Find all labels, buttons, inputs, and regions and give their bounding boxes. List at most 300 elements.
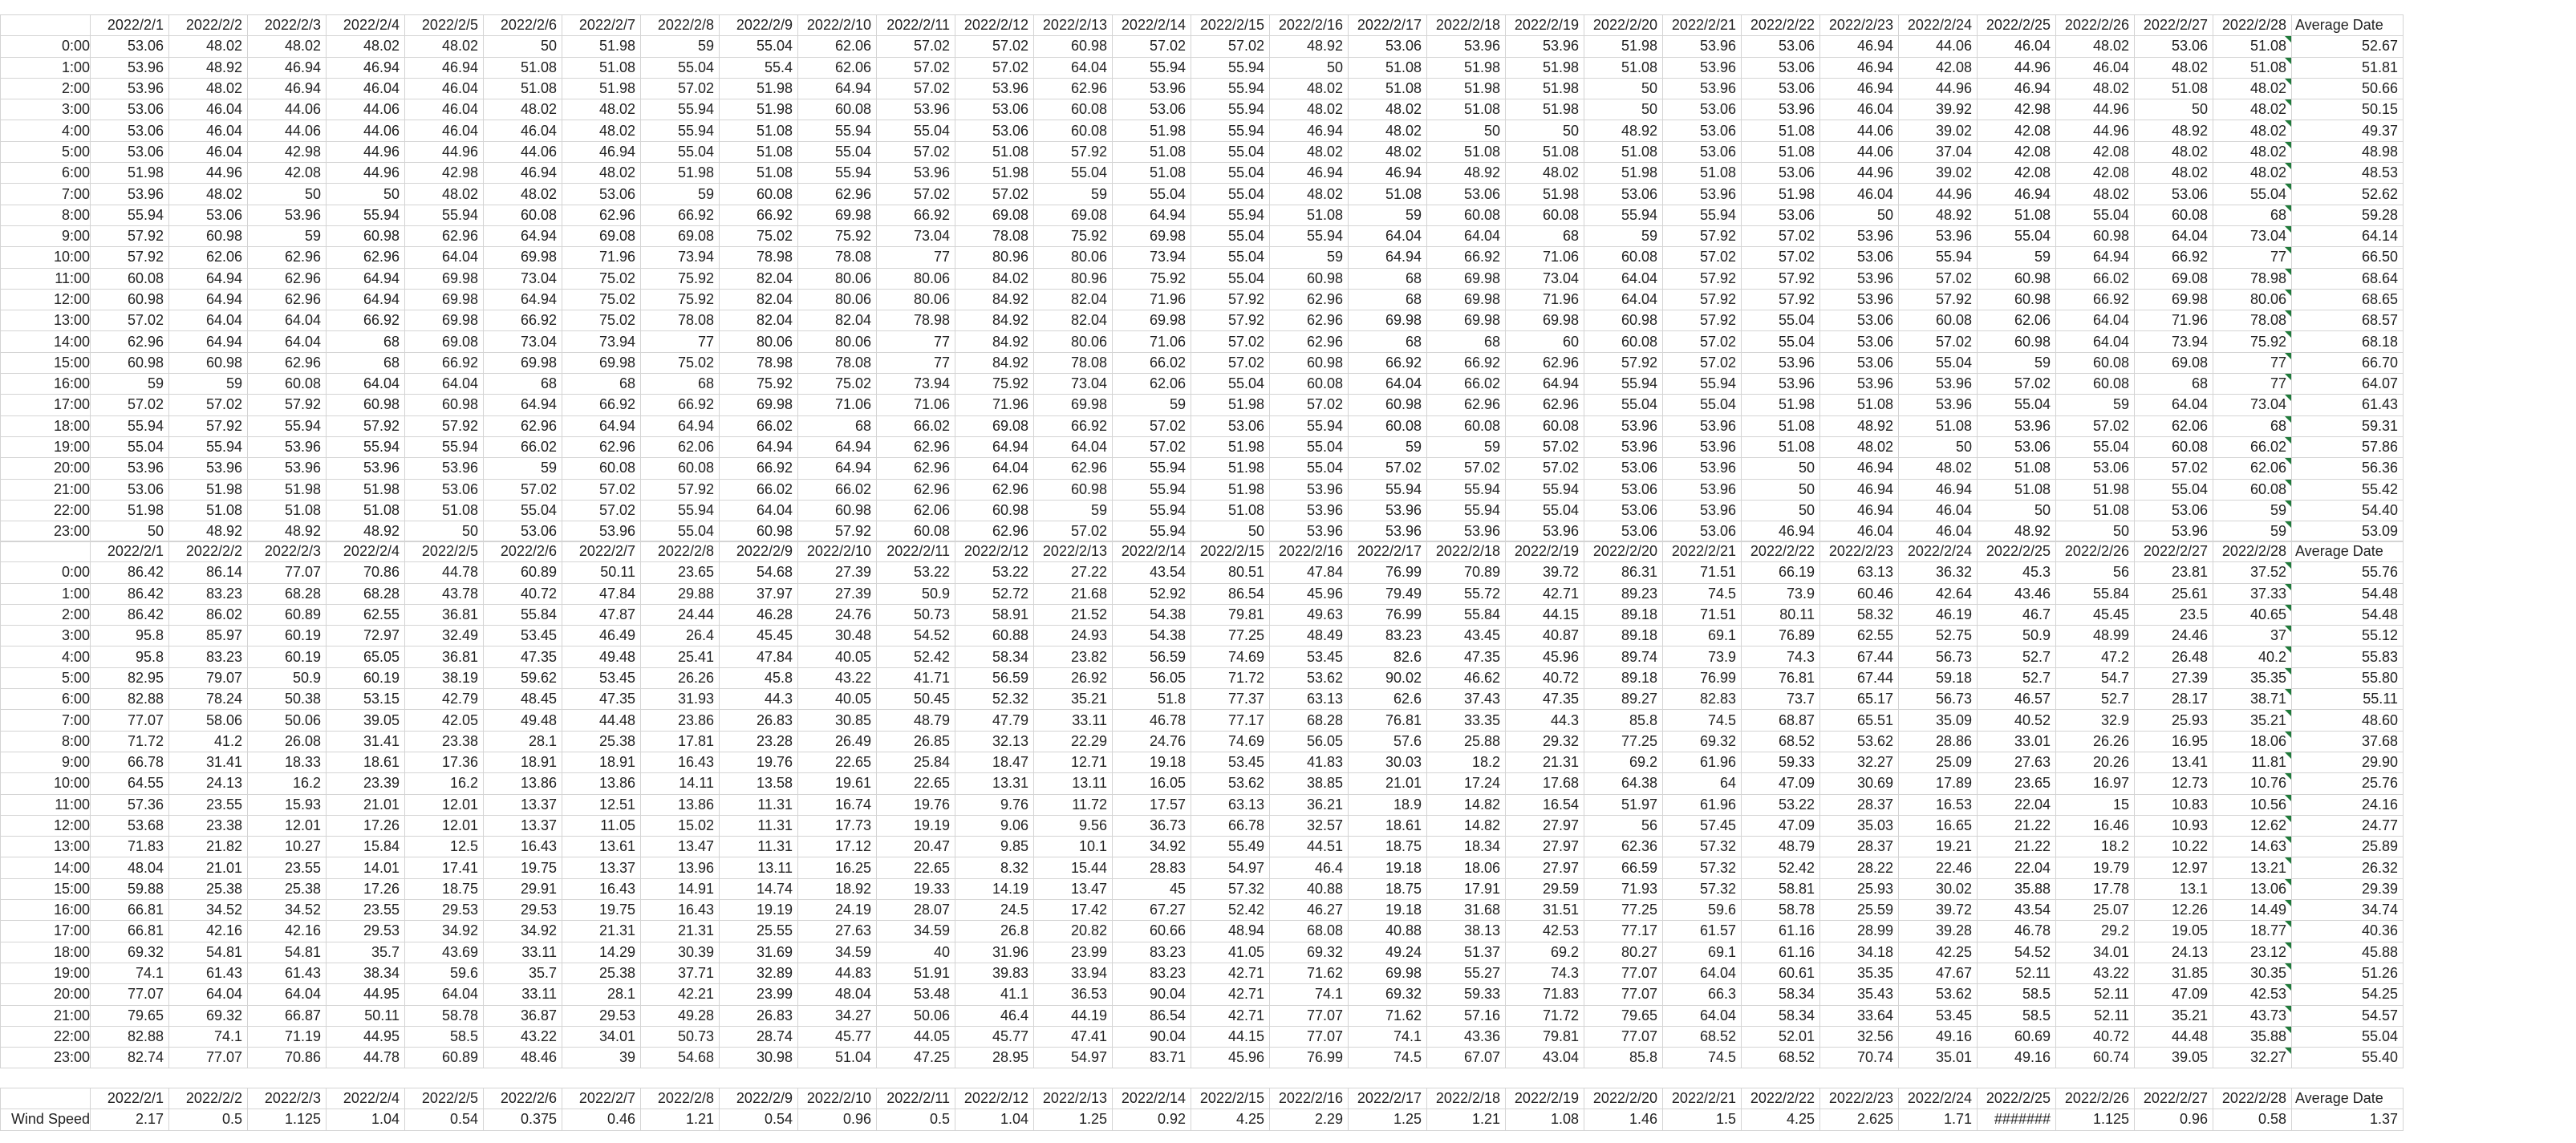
data-cell[interactable]: 21.68 bbox=[1034, 583, 1113, 604]
data-cell[interactable]: 60.19 bbox=[327, 667, 405, 688]
data-cell[interactable]: 82.6 bbox=[1349, 646, 1427, 667]
data-cell[interactable]: 55.94 bbox=[327, 436, 405, 457]
data-cell[interactable]: 57.02 bbox=[91, 395, 169, 415]
data-cell[interactable]: 53.96 bbox=[1506, 521, 1584, 542]
data-cell[interactable]: 48.02 bbox=[1349, 141, 1427, 162]
data-cell[interactable]: 84.92 bbox=[955, 289, 1034, 310]
data-cell[interactable]: 64.94 bbox=[484, 395, 562, 415]
data-cell[interactable]: 61.57 bbox=[1663, 921, 1742, 942]
data-cell[interactable]: 55.94 bbox=[1584, 205, 1663, 225]
data-cell[interactable]: 45.96 bbox=[1191, 1048, 1270, 1068]
data-cell[interactable]: 33.94 bbox=[1034, 963, 1113, 983]
row-label-cell[interactable]: 11:00 bbox=[1, 794, 91, 815]
data-cell[interactable]: 53.96 bbox=[1663, 479, 1742, 500]
data-cell[interactable]: 47.09 bbox=[2135, 984, 2213, 1005]
data-cell[interactable]: 73.94 bbox=[562, 331, 641, 352]
data-cell[interactable]: 51.04 bbox=[798, 1048, 877, 1068]
data-cell[interactable]: 32.89 bbox=[720, 963, 798, 983]
data-cell[interactable]: 49.28 bbox=[641, 1005, 720, 1026]
data-cell[interactable]: 18.75 bbox=[1349, 837, 1427, 857]
data-cell[interactable]: 61.16 bbox=[1742, 921, 1820, 942]
data-cell[interactable]: 35.01 bbox=[1899, 1048, 1978, 1068]
data-cell[interactable]: 44.96 bbox=[405, 141, 484, 162]
data-cell[interactable]: 48.99 bbox=[2056, 626, 2135, 646]
data-cell[interactable]: 46.04 bbox=[484, 120, 562, 141]
data-cell[interactable]: 51.08 bbox=[484, 57, 562, 78]
data-cell[interactable]: 49.63 bbox=[1270, 604, 1349, 625]
data-cell[interactable]: 9.76 bbox=[955, 794, 1034, 815]
data-cell[interactable]: 51.98 bbox=[91, 500, 169, 521]
data-cell[interactable]: 48.92 bbox=[169, 521, 248, 542]
data-cell[interactable]: 51.8 bbox=[1113, 689, 1191, 710]
average-cell[interactable]: 34.74 bbox=[2292, 900, 2404, 921]
data-cell[interactable]: 45.45 bbox=[2056, 604, 2135, 625]
data-cell[interactable]: 82.04 bbox=[1034, 310, 1113, 331]
data-cell[interactable]: 64.04 bbox=[248, 984, 327, 1005]
data-cell[interactable]: 82.04 bbox=[720, 289, 798, 310]
data-cell[interactable]: 64.38 bbox=[1584, 773, 1663, 794]
data-cell[interactable]: 25.38 bbox=[248, 878, 327, 899]
data-cell[interactable]: 28.37 bbox=[1820, 837, 1899, 857]
data-cell[interactable]: 86.42 bbox=[91, 562, 169, 583]
data-cell[interactable]: 55.94 bbox=[1113, 458, 1191, 479]
data-cell[interactable]: 44.06 bbox=[484, 141, 562, 162]
data-cell[interactable]: 59.62 bbox=[484, 667, 562, 688]
row-label-cell[interactable]: 14:00 bbox=[1, 857, 91, 878]
data-cell[interactable]: 29.53 bbox=[562, 1005, 641, 1026]
date-header-cell[interactable]: 2022/2/9 bbox=[720, 541, 798, 562]
data-cell[interactable]: 63.13 bbox=[1820, 562, 1899, 583]
date-header-cell[interactable]: 2022/2/1 bbox=[91, 541, 169, 562]
data-cell[interactable]: 60.98 bbox=[955, 500, 1034, 521]
data-cell[interactable]: 95.8 bbox=[91, 646, 169, 667]
data-cell[interactable]: 62.96 bbox=[877, 436, 955, 457]
data-cell[interactable]: 33.01 bbox=[1978, 731, 2056, 752]
data-cell[interactable]: 56.59 bbox=[1113, 646, 1191, 667]
data-cell[interactable]: 73.04 bbox=[2213, 225, 2292, 246]
data-cell[interactable]: 47.35 bbox=[1506, 689, 1584, 710]
data-cell[interactable]: 47.2 bbox=[2056, 646, 2135, 667]
data-cell[interactable]: 53.68 bbox=[91, 815, 169, 836]
data-cell[interactable]: 16.2 bbox=[405, 773, 484, 794]
data-cell[interactable]: 77.07 bbox=[1584, 963, 1663, 983]
row-label-cell[interactable]: 22:00 bbox=[1, 500, 91, 521]
data-cell[interactable]: 14.74 bbox=[720, 878, 798, 899]
data-cell[interactable]: 66.92 bbox=[720, 458, 798, 479]
data-cell[interactable]: 53.96 bbox=[1663, 415, 1742, 436]
data-cell[interactable]: 68.52 bbox=[1742, 731, 1820, 752]
data-cell[interactable]: 39.05 bbox=[327, 710, 405, 731]
date-header-cell[interactable]: 2022/2/22 bbox=[1742, 1088, 1820, 1109]
data-cell[interactable]: 10.76 bbox=[2213, 773, 2292, 794]
data-cell[interactable]: 64.94 bbox=[169, 268, 248, 289]
data-cell[interactable]: 64.04 bbox=[1349, 225, 1427, 246]
data-cell[interactable]: 86.02 bbox=[169, 604, 248, 625]
data-cell[interactable]: 17.26 bbox=[327, 815, 405, 836]
data-cell[interactable]: 54.68 bbox=[641, 1048, 720, 1068]
data-cell[interactable]: 80.96 bbox=[1034, 268, 1113, 289]
data-cell[interactable]: 45.45 bbox=[720, 626, 798, 646]
data-cell[interactable]: 73.04 bbox=[1034, 374, 1113, 395]
data-cell[interactable]: 62.96 bbox=[1034, 458, 1113, 479]
data-cell[interactable]: 57.02 bbox=[562, 500, 641, 521]
data-cell[interactable]: 57.02 bbox=[955, 184, 1034, 205]
data-cell[interactable]: 79.65 bbox=[1584, 1005, 1663, 1026]
data-cell[interactable]: 55.94 bbox=[1191, 205, 1270, 225]
date-header-cell[interactable]: 2022/2/4 bbox=[327, 541, 405, 562]
data-cell[interactable]: 55.04 bbox=[1978, 225, 2056, 246]
data-cell[interactable]: 77.07 bbox=[91, 710, 169, 731]
corner-cell[interactable] bbox=[1, 15, 91, 36]
average-cell[interactable]: 57.86 bbox=[2292, 436, 2404, 457]
data-cell[interactable]: 19.61 bbox=[798, 773, 877, 794]
data-cell[interactable]: 28.83 bbox=[1113, 857, 1191, 878]
data-cell[interactable]: 57.92 bbox=[1191, 289, 1270, 310]
data-cell[interactable]: 51.08 bbox=[248, 500, 327, 521]
data-cell[interactable]: 57.02 bbox=[1349, 458, 1427, 479]
data-cell[interactable]: 26.83 bbox=[720, 710, 798, 731]
data-cell[interactable]: 89.18 bbox=[1584, 667, 1663, 688]
data-cell[interactable]: 62.06 bbox=[877, 500, 955, 521]
data-cell[interactable]: 58.34 bbox=[1742, 984, 1820, 1005]
date-header-cell[interactable]: 2022/2/20 bbox=[1584, 541, 1663, 562]
data-cell[interactable]: 13.86 bbox=[562, 773, 641, 794]
data-cell[interactable]: 51.98 bbox=[1742, 184, 1820, 205]
data-cell[interactable]: 59 bbox=[1349, 436, 1427, 457]
average-cell[interactable]: 55.12 bbox=[2292, 626, 2404, 646]
data-cell[interactable]: 56.73 bbox=[1899, 689, 1978, 710]
data-cell[interactable]: 51.08 bbox=[1113, 163, 1191, 184]
data-cell[interactable]: 24.76 bbox=[798, 604, 877, 625]
data-cell[interactable]: 23.39 bbox=[327, 773, 405, 794]
data-cell[interactable]: 9.06 bbox=[955, 815, 1034, 836]
average-cell[interactable]: 54.40 bbox=[2292, 500, 2404, 521]
average-cell[interactable]: 66.50 bbox=[2292, 247, 2404, 268]
data-cell[interactable]: 53.06 bbox=[1663, 99, 1742, 120]
data-cell[interactable]: 48.45 bbox=[484, 689, 562, 710]
data-cell[interactable]: 13.1 bbox=[2135, 878, 2213, 899]
data-cell[interactable]: 62.96 bbox=[562, 205, 641, 225]
data-cell[interactable]: 59 bbox=[1978, 352, 2056, 373]
data-cell[interactable]: 47.09 bbox=[1742, 773, 1820, 794]
data-cell[interactable]: 71.06 bbox=[1506, 247, 1584, 268]
average-cell[interactable]: 55.76 bbox=[2292, 562, 2404, 583]
data-cell[interactable]: 51.37 bbox=[1427, 942, 1506, 963]
data-cell[interactable]: 43.69 bbox=[405, 942, 484, 963]
data-cell[interactable]: 25.84 bbox=[877, 752, 955, 772]
data-cell[interactable]: 24.44 bbox=[641, 604, 720, 625]
data-cell[interactable]: 11.31 bbox=[720, 794, 798, 815]
data-cell[interactable]: 57.92 bbox=[1899, 289, 1978, 310]
data-cell[interactable]: 26.48 bbox=[2135, 646, 2213, 667]
data-cell[interactable]: 49.48 bbox=[484, 710, 562, 731]
data-cell[interactable]: 21.31 bbox=[641, 921, 720, 942]
data-cell[interactable]: 44.19 bbox=[1034, 1005, 1113, 1026]
data-cell[interactable]: 57.02 bbox=[484, 479, 562, 500]
data-cell[interactable]: 46.04 bbox=[1978, 36, 2056, 57]
row-label-cell[interactable]: 15:00 bbox=[1, 878, 91, 899]
data-cell[interactable]: 55.04 bbox=[877, 120, 955, 141]
data-cell[interactable]: 51.08 bbox=[720, 163, 798, 184]
data-cell[interactable]: 82.88 bbox=[91, 689, 169, 710]
data-cell[interactable]: 43.54 bbox=[1978, 900, 2056, 921]
data-cell[interactable]: 30.02 bbox=[1899, 878, 1978, 899]
data-cell[interactable]: 77 bbox=[641, 331, 720, 352]
data-cell[interactable]: 59.88 bbox=[91, 878, 169, 899]
data-cell[interactable]: 0.58 bbox=[2213, 1109, 2292, 1130]
data-cell[interactable]: 55.04 bbox=[1191, 374, 1270, 395]
data-cell[interactable]: 77.37 bbox=[1191, 689, 1270, 710]
data-cell[interactable]: 51.08 bbox=[1742, 120, 1820, 141]
data-cell[interactable]: 62.96 bbox=[1427, 395, 1506, 415]
average-cell[interactable]: 50.66 bbox=[2292, 78, 2404, 99]
data-cell[interactable]: 53.96 bbox=[877, 163, 955, 184]
data-cell[interactable]: 55.04 bbox=[2056, 436, 2135, 457]
data-cell[interactable]: 57.02 bbox=[877, 36, 955, 57]
data-cell[interactable]: 20.47 bbox=[877, 837, 955, 857]
row-label-cell[interactable]: 19:00 bbox=[1, 436, 91, 457]
date-header-cell[interactable]: 2022/2/11 bbox=[877, 15, 955, 36]
row-label-cell[interactable]: 5:00 bbox=[1, 667, 91, 688]
date-header-cell[interactable]: 2022/2/7 bbox=[562, 15, 641, 36]
data-cell[interactable]: 66.87 bbox=[248, 1005, 327, 1026]
data-cell[interactable]: 55.94 bbox=[1584, 374, 1663, 395]
data-cell[interactable]: 64.94 bbox=[484, 289, 562, 310]
data-cell[interactable]: 77.25 bbox=[1584, 900, 1663, 921]
average-cell[interactable]: 48.60 bbox=[2292, 710, 2404, 731]
data-cell[interactable]: 39.92 bbox=[1899, 99, 1978, 120]
data-cell[interactable]: 34.52 bbox=[169, 900, 248, 921]
data-cell[interactable]: 13.41 bbox=[2135, 752, 2213, 772]
data-cell[interactable]: 44.96 bbox=[2056, 99, 2135, 120]
data-cell[interactable]: 70.86 bbox=[248, 1048, 327, 1068]
data-cell[interactable]: 36.32 bbox=[1899, 562, 1978, 583]
row-label-cell[interactable]: 9:00 bbox=[1, 225, 91, 246]
date-header-cell[interactable]: 2022/2/3 bbox=[248, 541, 327, 562]
data-cell[interactable]: 60.98 bbox=[2056, 225, 2135, 246]
data-cell[interactable]: 68 bbox=[798, 415, 877, 436]
data-cell[interactable]: 53.96 bbox=[1663, 500, 1742, 521]
data-cell[interactable]: 55.04 bbox=[1113, 184, 1191, 205]
data-cell[interactable]: 53.96 bbox=[1506, 36, 1584, 57]
row-label-cell[interactable]: 0:00 bbox=[1, 36, 91, 57]
data-cell[interactable]: 53.45 bbox=[1191, 752, 1270, 772]
data-cell[interactable]: 50.73 bbox=[877, 604, 955, 625]
data-cell[interactable]: 57.92 bbox=[798, 521, 877, 542]
data-cell[interactable]: 46.04 bbox=[1820, 99, 1899, 120]
data-cell[interactable]: 13.86 bbox=[641, 794, 720, 815]
data-cell[interactable]: 14.82 bbox=[1427, 815, 1506, 836]
row-label-cell[interactable]: 10:00 bbox=[1, 773, 91, 794]
row-label-cell[interactable]: 23:00 bbox=[1, 521, 91, 542]
average-cell[interactable]: 55.11 bbox=[2292, 689, 2404, 710]
data-cell[interactable]: 50 bbox=[1820, 205, 1899, 225]
row-label-cell[interactable]: 2:00 bbox=[1, 78, 91, 99]
data-cell[interactable]: 44.96 bbox=[327, 141, 405, 162]
data-cell[interactable]: 42.08 bbox=[2056, 163, 2135, 184]
date-header-cell[interactable]: 2022/2/12 bbox=[955, 1088, 1034, 1109]
data-cell[interactable]: 66.92 bbox=[484, 310, 562, 331]
data-cell[interactable]: 62.96 bbox=[1034, 78, 1113, 99]
data-cell[interactable]: 51.08 bbox=[1270, 205, 1349, 225]
data-cell[interactable]: 60.98 bbox=[327, 395, 405, 415]
data-cell[interactable]: 42.79 bbox=[405, 689, 484, 710]
data-cell[interactable]: 89.27 bbox=[1584, 689, 1663, 710]
data-cell[interactable]: 17.89 bbox=[1899, 773, 1978, 794]
data-cell[interactable]: 32.57 bbox=[1270, 815, 1349, 836]
row-label-cell[interactable]: 3:00 bbox=[1, 626, 91, 646]
data-cell[interactable]: 48.02 bbox=[2135, 163, 2213, 184]
data-cell[interactable]: 60.66 bbox=[1113, 921, 1191, 942]
data-cell[interactable]: 57.16 bbox=[1427, 1005, 1506, 1026]
data-cell[interactable]: 69.98 bbox=[1349, 310, 1427, 331]
data-cell[interactable]: 58.5 bbox=[1978, 984, 2056, 1005]
data-cell[interactable]: 51.98 bbox=[248, 479, 327, 500]
data-cell[interactable]: 35.88 bbox=[2213, 1026, 2292, 1047]
data-cell[interactable]: 64.94 bbox=[484, 225, 562, 246]
row-label-cell[interactable]: 20:00 bbox=[1, 458, 91, 479]
data-cell[interactable]: 23.55 bbox=[248, 857, 327, 878]
data-cell[interactable]: 68 bbox=[1349, 331, 1427, 352]
data-cell[interactable]: 38.13 bbox=[1427, 921, 1506, 942]
data-cell[interactable]: 0.54 bbox=[720, 1109, 798, 1130]
data-cell[interactable]: 53.96 bbox=[1663, 436, 1742, 457]
data-cell[interactable]: 78.08 bbox=[955, 225, 1034, 246]
date-header-cell[interactable]: 2022/2/15 bbox=[1191, 1088, 1270, 1109]
data-cell[interactable]: 24.46 bbox=[2135, 626, 2213, 646]
data-cell[interactable]: 82.04 bbox=[798, 310, 877, 331]
date-header-cell[interactable]: 2022/2/24 bbox=[1899, 1088, 1978, 1109]
data-cell[interactable]: 50 bbox=[405, 521, 484, 542]
data-cell[interactable]: 80.06 bbox=[720, 331, 798, 352]
date-header-cell[interactable]: 2022/2/19 bbox=[1506, 1088, 1584, 1109]
data-cell[interactable]: 0.375 bbox=[484, 1109, 562, 1130]
date-header-cell[interactable]: 2022/2/18 bbox=[1427, 541, 1506, 562]
data-cell[interactable]: 48.02 bbox=[2213, 163, 2292, 184]
data-cell[interactable]: 21.82 bbox=[169, 837, 248, 857]
data-cell[interactable]: 34.92 bbox=[484, 921, 562, 942]
data-cell[interactable]: 48.02 bbox=[1899, 458, 1978, 479]
data-cell[interactable]: 69.32 bbox=[1663, 731, 1742, 752]
date-header-cell[interactable]: 2022/2/8 bbox=[641, 15, 720, 36]
data-cell[interactable]: 75.02 bbox=[798, 374, 877, 395]
data-cell[interactable]: 80.06 bbox=[877, 289, 955, 310]
data-cell[interactable]: 64.04 bbox=[2135, 225, 2213, 246]
data-cell[interactable]: 52.01 bbox=[1742, 1026, 1820, 1047]
date-header-cell[interactable]: 2022/2/6 bbox=[484, 1088, 562, 1109]
data-cell[interactable]: 57.92 bbox=[1742, 289, 1820, 310]
data-cell[interactable]: 64.94 bbox=[1349, 247, 1427, 268]
data-cell[interactable]: 69.98 bbox=[562, 352, 641, 373]
data-cell[interactable]: 8.32 bbox=[955, 857, 1034, 878]
data-cell[interactable]: 0.5 bbox=[169, 1109, 248, 1130]
data-cell[interactable]: 62.55 bbox=[327, 604, 405, 625]
data-cell[interactable]: 46.94 bbox=[248, 78, 327, 99]
data-cell[interactable]: 44.3 bbox=[1506, 710, 1584, 731]
data-cell[interactable]: 10.27 bbox=[248, 837, 327, 857]
data-cell[interactable]: 55.94 bbox=[1113, 479, 1191, 500]
data-cell[interactable]: 16.54 bbox=[1506, 794, 1584, 815]
data-cell[interactable]: 57.02 bbox=[1113, 415, 1191, 436]
data-cell[interactable]: 89.23 bbox=[1584, 583, 1663, 604]
data-cell[interactable]: 41.1 bbox=[955, 984, 1034, 1005]
data-cell[interactable]: 53.06 bbox=[955, 99, 1034, 120]
data-cell[interactable]: 24.93 bbox=[1034, 626, 1113, 646]
data-cell[interactable]: 53.06 bbox=[2135, 184, 2213, 205]
date-header-cell[interactable]: 2022/2/14 bbox=[1113, 541, 1191, 562]
date-header-cell[interactable]: 2022/2/26 bbox=[2056, 1088, 2135, 1109]
data-cell[interactable]: 51.08 bbox=[955, 141, 1034, 162]
data-cell[interactable]: 18.91 bbox=[484, 752, 562, 772]
data-cell[interactable]: 47.35 bbox=[1427, 646, 1506, 667]
data-cell[interactable]: 55.04 bbox=[1899, 352, 1978, 373]
date-header-cell[interactable]: 2022/2/28 bbox=[2213, 15, 2292, 36]
data-cell[interactable]: 64.94 bbox=[562, 415, 641, 436]
data-cell[interactable]: 45.77 bbox=[798, 1026, 877, 1047]
row-label-cell[interactable]: 21:00 bbox=[1, 479, 91, 500]
data-cell[interactable]: 69.32 bbox=[91, 942, 169, 963]
data-cell[interactable]: 23.86 bbox=[641, 710, 720, 731]
data-cell[interactable]: 53.06 bbox=[169, 205, 248, 225]
data-cell[interactable]: 26.8 bbox=[955, 921, 1034, 942]
data-cell[interactable]: 60 bbox=[1506, 331, 1584, 352]
date-header-cell[interactable]: 2022/2/20 bbox=[1584, 15, 1663, 36]
data-cell[interactable]: 57.02 bbox=[1742, 247, 1820, 268]
data-cell[interactable]: 55.04 bbox=[1270, 436, 1349, 457]
row-label-cell[interactable]: 6:00 bbox=[1, 689, 91, 710]
average-cell[interactable]: 24.77 bbox=[2292, 815, 2404, 836]
data-cell[interactable]: 53.96 bbox=[1820, 268, 1899, 289]
data-cell[interactable]: 64.04 bbox=[2056, 310, 2135, 331]
data-cell[interactable]: 51.08 bbox=[2056, 500, 2135, 521]
row-label-cell[interactable]: 7:00 bbox=[1, 710, 91, 731]
data-cell[interactable]: 56.59 bbox=[955, 667, 1034, 688]
data-cell[interactable]: 18.9 bbox=[1349, 794, 1427, 815]
data-cell[interactable]: 40.05 bbox=[798, 646, 877, 667]
data-cell[interactable]: 71.83 bbox=[1506, 984, 1584, 1005]
data-cell[interactable]: 67.44 bbox=[1820, 667, 1899, 688]
data-cell[interactable]: 69.08 bbox=[955, 205, 1034, 225]
data-cell[interactable]: 68.08 bbox=[1270, 921, 1349, 942]
data-cell[interactable]: 57.92 bbox=[91, 225, 169, 246]
data-cell[interactable]: 64.04 bbox=[720, 500, 798, 521]
data-cell[interactable]: 51.98 bbox=[1191, 395, 1270, 415]
data-cell[interactable]: 50 bbox=[1191, 521, 1270, 542]
data-cell[interactable]: 50.45 bbox=[877, 689, 955, 710]
data-cell[interactable]: 47.79 bbox=[955, 710, 1034, 731]
data-cell[interactable]: 67.44 bbox=[1820, 646, 1899, 667]
data-cell[interactable]: 25.38 bbox=[169, 878, 248, 899]
data-cell[interactable]: 75.02 bbox=[562, 268, 641, 289]
data-cell[interactable]: 39.83 bbox=[955, 963, 1034, 983]
data-cell[interactable]: 52.7 bbox=[1978, 646, 2056, 667]
data-cell[interactable]: 84.92 bbox=[955, 331, 1034, 352]
data-cell[interactable]: 53.96 bbox=[91, 57, 169, 78]
data-cell[interactable]: 60.98 bbox=[327, 225, 405, 246]
data-cell[interactable]: 21.01 bbox=[327, 794, 405, 815]
data-cell[interactable]: 57.02 bbox=[1663, 247, 1742, 268]
data-cell[interactable]: 28.95 bbox=[955, 1048, 1034, 1068]
data-cell[interactable]: 52.7 bbox=[1978, 667, 2056, 688]
data-cell[interactable]: 73.9 bbox=[1742, 583, 1820, 604]
date-header-cell[interactable]: 2022/2/26 bbox=[2056, 15, 2135, 36]
data-cell[interactable]: 57.92 bbox=[641, 479, 720, 500]
data-cell[interactable]: 60.98 bbox=[91, 289, 169, 310]
date-header-cell[interactable]: 2022/2/21 bbox=[1663, 541, 1742, 562]
data-cell[interactable]: 71.96 bbox=[1506, 289, 1584, 310]
data-cell[interactable]: 42.53 bbox=[1506, 921, 1584, 942]
data-cell[interactable]: 19.05 bbox=[2135, 921, 2213, 942]
